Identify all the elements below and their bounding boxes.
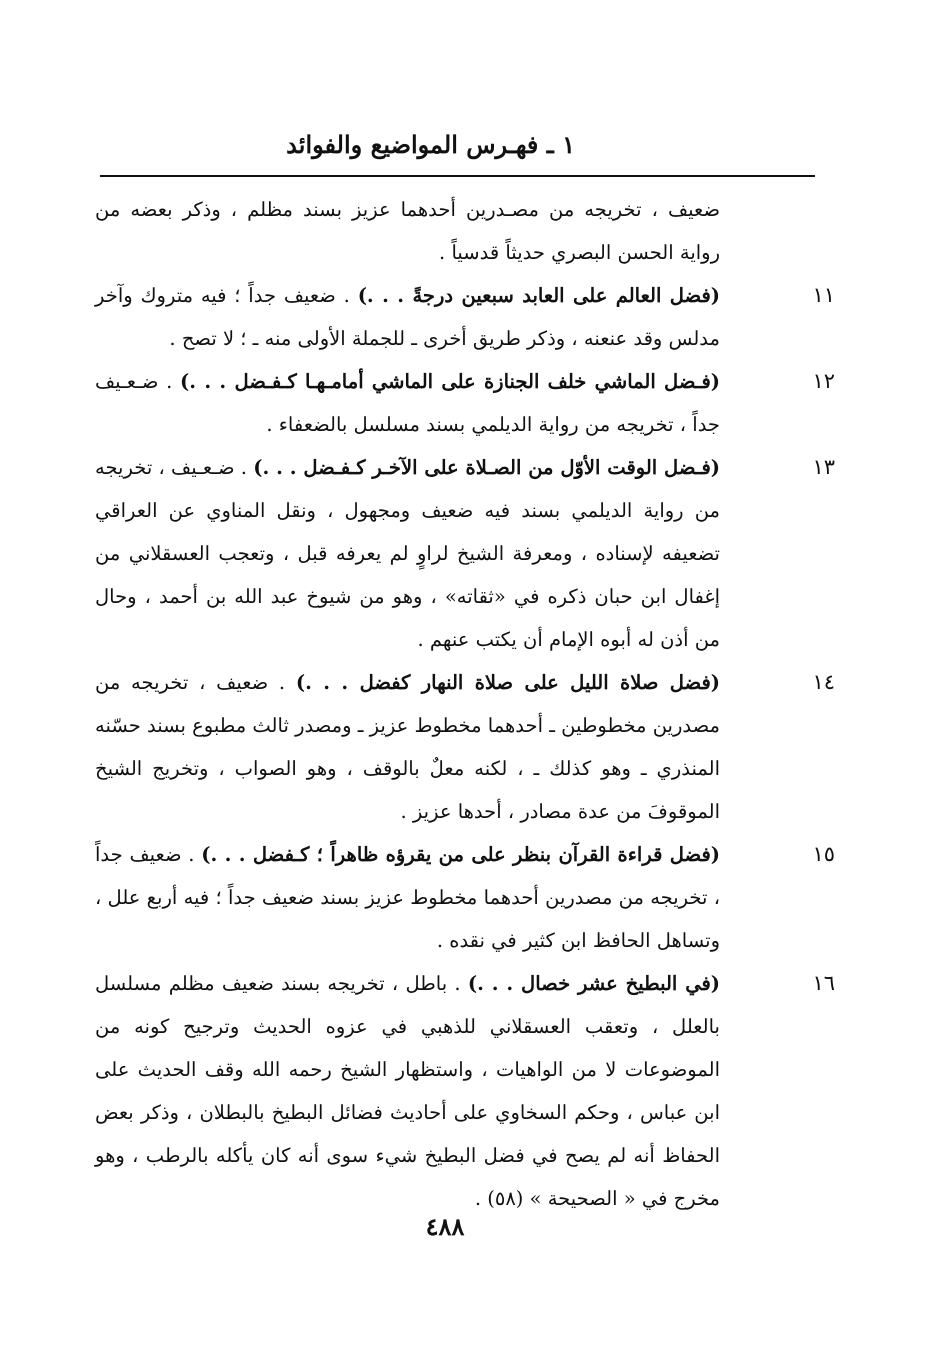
entry-number: ١٦ xyxy=(812,971,835,995)
entry-number: ١١ xyxy=(812,283,835,307)
entry-hadith-title: (فـضل الماشي خلف الجنازة على الماشي أمامـهـا كـفـضل . . .) xyxy=(180,370,720,393)
index-content xyxy=(95,188,835,1220)
entry-text xyxy=(95,661,720,833)
entry-hadith-title: (فضل العالم على العابد سبعين درجةً . . .) xyxy=(357,284,720,307)
entry-number: ١٥ xyxy=(812,842,835,866)
entry-text xyxy=(95,446,720,661)
index-entry xyxy=(95,274,835,360)
entry-commentary: . ضـعـيف ، تخريجه من رواية الديلمي بسند فيه ضعيف ومجهول ، ونقل المناوي عن العراقي تضعيفه لإسناده ، ومعرفة الشيخ لراوٍ لم يعرفه قبل ، وتعجب العسقلاني من إغفال ابن حبان ذكره في «ثقاته» ، وهو من شيوخ عبد الله بن أحمد ، وحال من أذن له أبوه الإمام أن يكتب عنهم . xyxy=(95,456,720,651)
index-entry xyxy=(95,446,835,661)
page-number: ٤٨٨ xyxy=(425,1212,465,1241)
header-rule xyxy=(100,175,815,177)
entry-commentary: . باطل ، تخريجه بسند ضعيف مظلم مسلسل بالعلل ، وتعقب العسقلاني للذهبي في عزوه الحديث وترجيح كونه من الموضوعات لا من الواهيات ، واستظهار الشيخ رحمه الله وقف الحديث على ابن عباس ، وحكم السخاوي على أحاديث فضائل البطيخ بالبطلان ، وذكر بعض الحفاظ أنه لم يصح في فضل البطيخ شيء سوى أنه كان يأكله بالرطب ، وهو مخرج في « الصحيحة » (٥٨) . xyxy=(95,972,720,1210)
entry-text xyxy=(95,274,720,360)
index-entry xyxy=(95,962,835,1220)
entry-text xyxy=(95,360,720,446)
running-header-title: ١ ـ فهـرس المواضيع والفوائد xyxy=(286,130,575,159)
entry-number: ١٣ xyxy=(812,455,835,479)
entry-hadith-title: (في البطيخ عشر خصال . . .) xyxy=(467,972,721,995)
entry-number: ١٢ xyxy=(812,369,835,393)
entry-hadith-title: (فـضل الوقت الأوّل من الصـلاة على الآخـر كـفـضل . . .) xyxy=(253,456,720,479)
entry-hadith-title: (فضل قراءة القرآن بنظر على من يقرؤه ظاهراً ؛ كـفضل . . .) xyxy=(201,843,720,866)
continued-entry-text: ضعيف ، تخريجه من مصـدرين أحدهما عزيز بسند مظلم ، وذكر بعضه من رواية الحسن البصري حديثاً قدسياً . xyxy=(95,198,720,264)
entry-number: ١٤ xyxy=(812,670,835,694)
continued-entry xyxy=(95,188,835,274)
entry-text xyxy=(95,962,720,1220)
entry-commentary: . ضعيف جداً ، تخريجه من مصدرين أحدهما مخطوط عزيز بسند ضعيف جداً ؛ فيه أربع علل ، وتساهل الحافظ ابن كثير في نقده . xyxy=(95,843,720,952)
index-entry xyxy=(95,661,835,833)
entry-text xyxy=(95,833,720,962)
entry-commentary: . ضـعـيف جداً ، تخريجه من رواية الديلمي بسند مسلسل بالضعفاء . xyxy=(95,370,720,436)
index-entry xyxy=(95,360,835,446)
index-entry xyxy=(95,833,835,962)
entry-commentary: . ضعيف ، تخريجه من مصدرين مخطوطين ـ أحدهما مخطوط عزيز ـ ومصدر ثالث مطبوع بسند حسّنه المنذري ـ وهو كذلك ـ ، لكنه معلٌ بالوقف ، وهو الصواب ، وتخريج الشيخ الموقوفَ من عدة مصادر ، أحدها عزيز . xyxy=(95,671,720,823)
entry-hadith-title: (فضل صلاة الليل على صلاة النهار كفضل . . .) xyxy=(295,671,720,694)
entry-commentary: . ضعيف جداً ؛ فيه متروك وآخر مدلس وقد عنعنه ، وذكر طريق أخرى ـ للجملة الأولى منه ـ ؛ لا تصح . xyxy=(95,284,720,350)
